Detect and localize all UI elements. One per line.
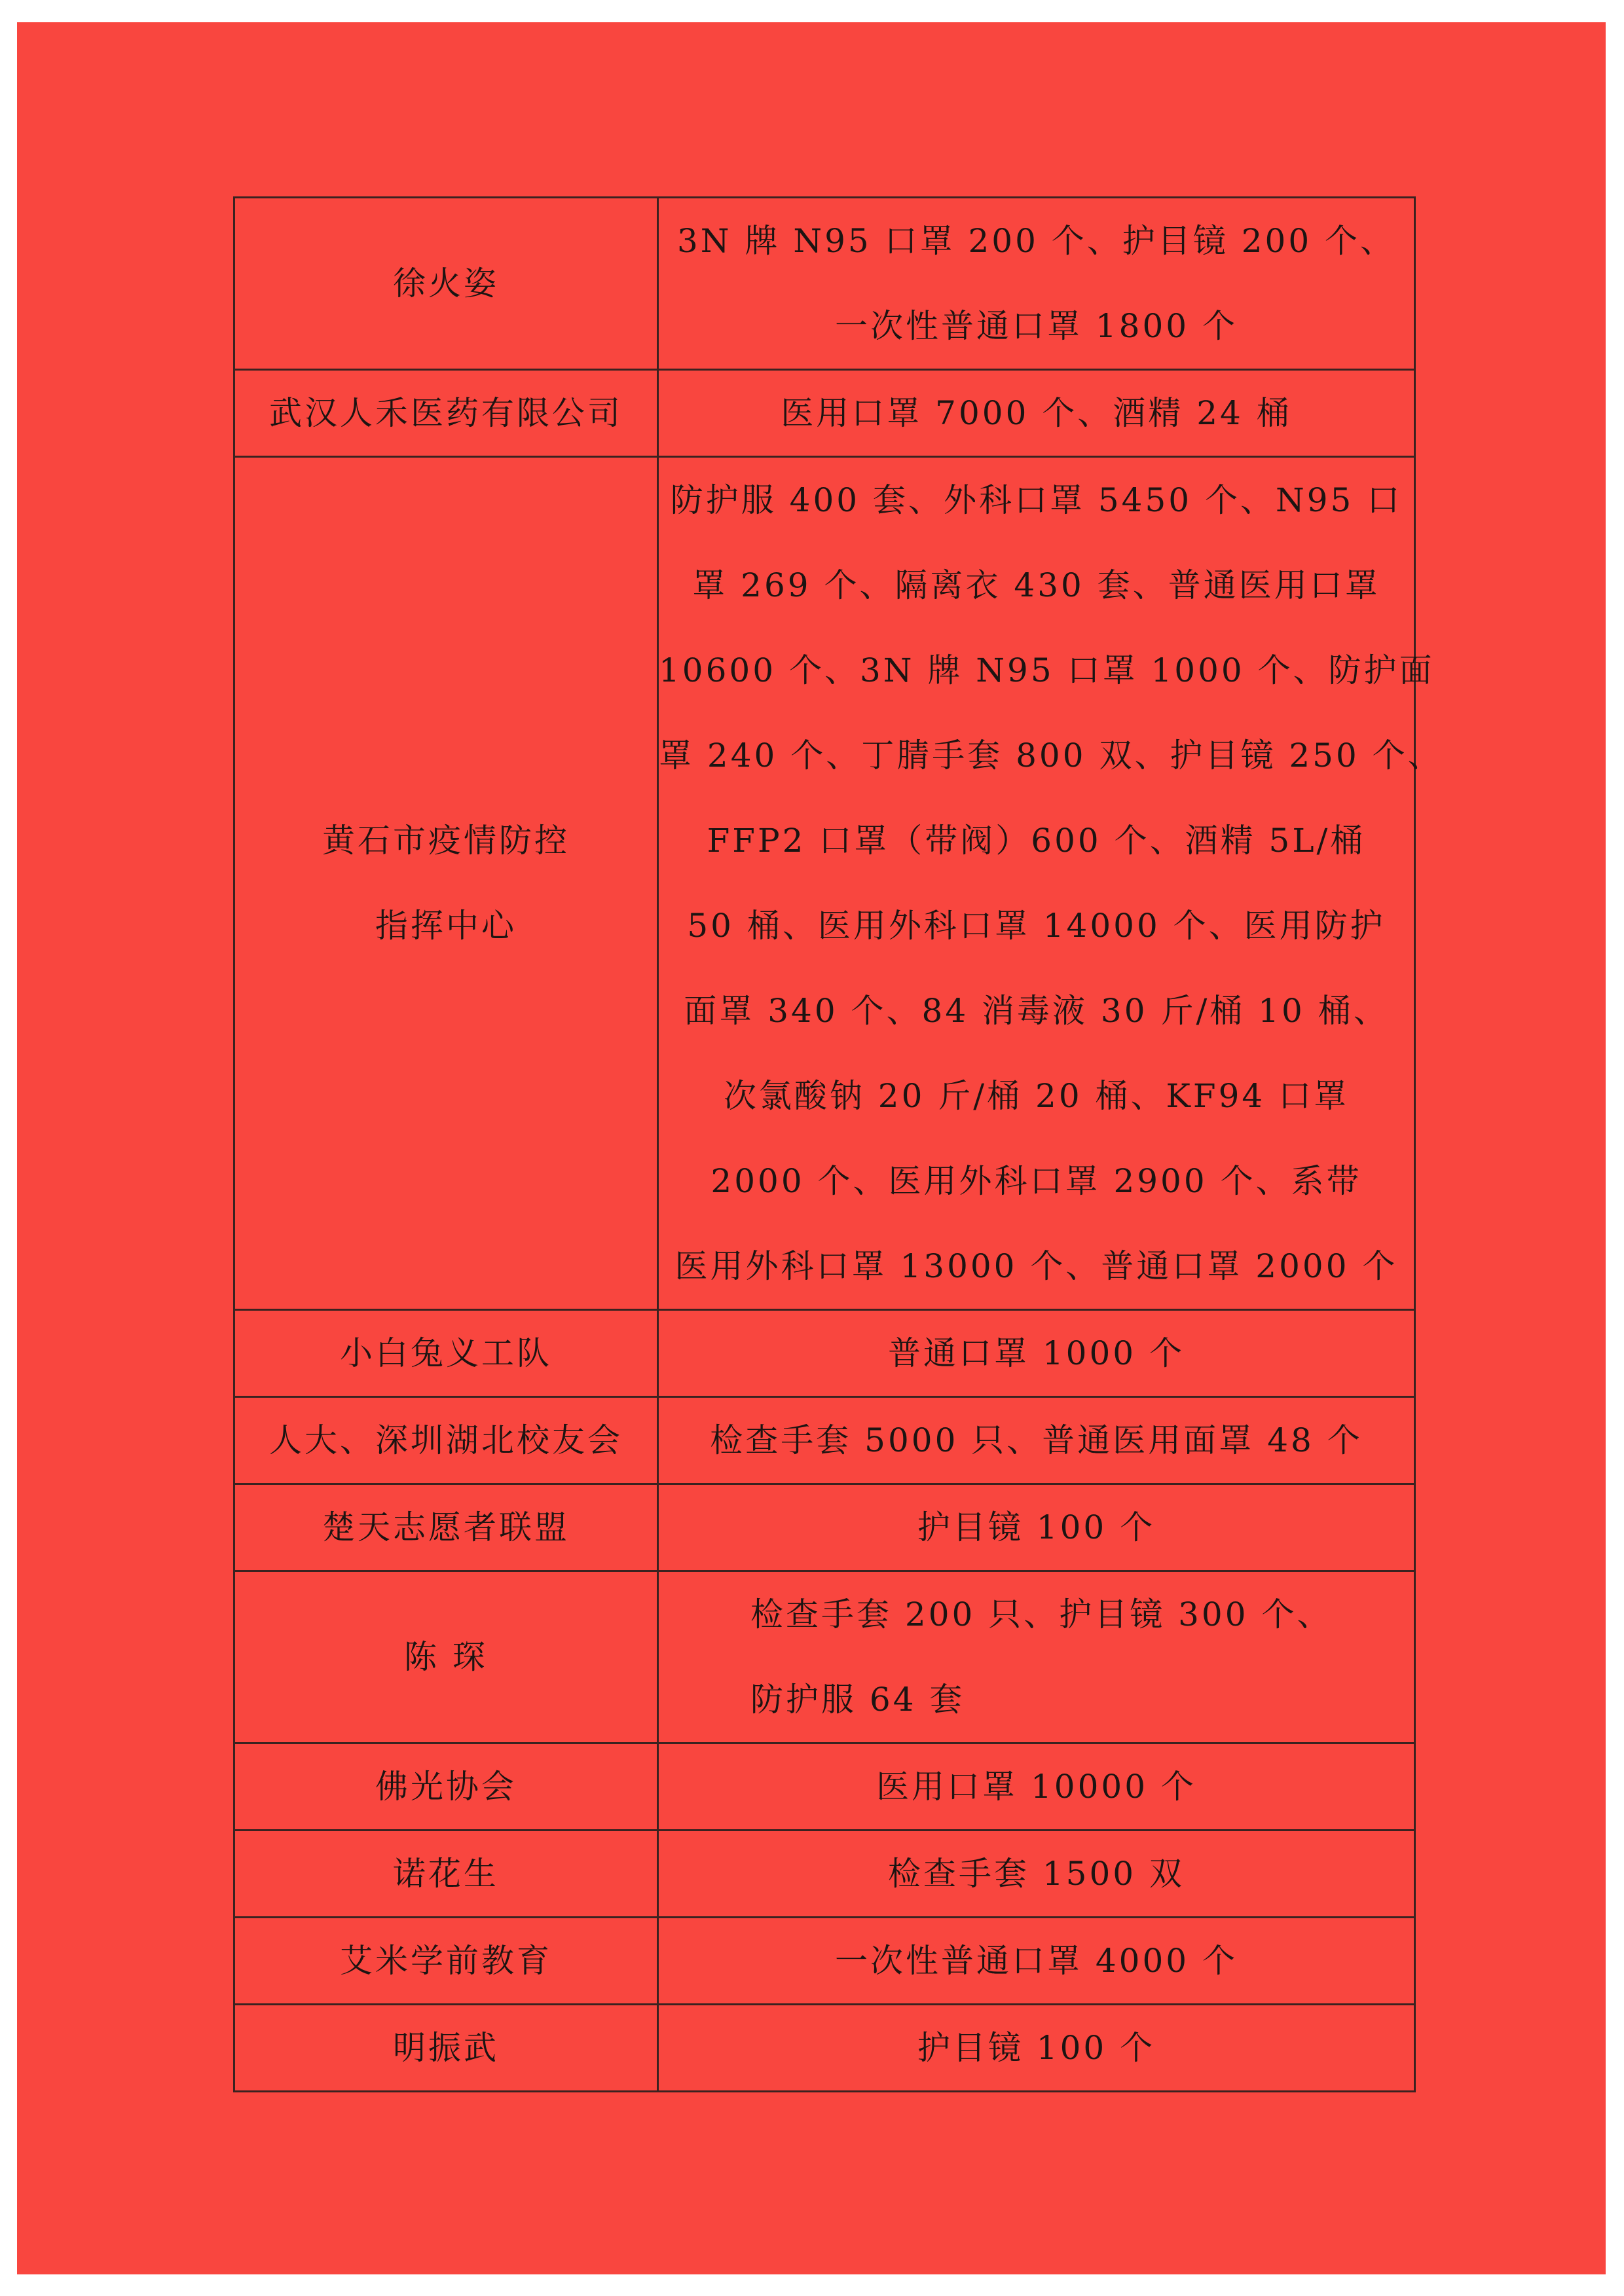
donor-name: 小白兔义工队 (340, 1334, 552, 1372)
donation-table (233, 196, 1443, 2092)
donor-name: 指挥中心 (375, 907, 517, 945)
items-line: 防护服 64 套 (750, 1681, 965, 1719)
table-row (234, 1918, 1415, 2005)
donor-name: 诺花生 (393, 1855, 499, 1893)
donor-name: 佛光协会 (375, 1768, 517, 1806)
items-cell (658, 1831, 1415, 1918)
table-row (234, 1397, 1415, 1484)
items-line: 罩 269 个、隔离衣 430 套、普通医用口罩 (692, 566, 1380, 604)
table-row (234, 1831, 1415, 1918)
donor-name: 徐火姿 (393, 264, 499, 302)
donor-name: 艾米学前教育 (340, 1942, 552, 1980)
items-cell (658, 1310, 1415, 1397)
items-line: 罩 240 个、丁腈手套 800 双、护目镜 250 个、 (659, 737, 1443, 774)
donor-cell (234, 1397, 658, 1484)
donor-cell (234, 1310, 658, 1397)
items-line: 医用外科口罩 13000 个、普通口罩 2000 个 (674, 1247, 1398, 1285)
table-row (234, 457, 1415, 1310)
items-cell (658, 1918, 1415, 2005)
donor-cell (234, 370, 658, 457)
donor-cell (234, 1571, 658, 1743)
items-cell (658, 2005, 1415, 2092)
donor-name: 楚天志愿者联盟 (322, 1508, 570, 1546)
donor-cell (234, 457, 658, 1310)
table-row (234, 2005, 1415, 2092)
table-row (234, 198, 1415, 370)
items-cell (658, 1571, 1415, 1743)
items-cell (658, 457, 1443, 1310)
items-line: 次氯酸钠 20 斤/桶 20 桶、KF94 口罩 (723, 1077, 1350, 1115)
donor-name: 武汉人禾医药有限公司 (269, 394, 623, 432)
donor-cell (234, 1743, 658, 1831)
items-line: 防护服 400 套、外科口罩 5450 个、N95 口 (670, 481, 1403, 519)
items-line: 护目镜 100 个 (917, 2029, 1156, 2067)
donor-cell (234, 1831, 658, 1918)
items-line: 检查手套 5000 只、普通医用面罩 48 个 (710, 1421, 1363, 1459)
table-row (234, 1484, 1415, 1571)
items-cell (658, 198, 1415, 370)
items-line: 一次性普通口罩 1800 个 (834, 307, 1238, 345)
items-line: 2000 个、医用外科口罩 2900 个、系带 (710, 1162, 1362, 1200)
items-line: 检查手套 1500 双 (887, 1855, 1185, 1893)
items-line: 一次性普通口罩 4000 个 (834, 1942, 1238, 1980)
items-cell (658, 1484, 1415, 1571)
items-line: FFP2 口罩（带阀）600 个、酒精 5L/桶 (707, 822, 1366, 860)
donor-cell (234, 1918, 658, 2005)
items-line: 医用口罩 7000 个、酒精 24 桶 (781, 394, 1292, 432)
donor-name: 明振武 (393, 2029, 499, 2067)
table-row (234, 1310, 1415, 1397)
donor-name: 黄石市疫情防控 (322, 822, 570, 860)
donor-cell (234, 198, 658, 370)
donor-name: 人大、深圳湖北校友会 (269, 1421, 623, 1459)
items-line: 检查手套 200 只、护目镜 300 个、 (750, 1595, 1333, 1633)
items-cell (658, 1397, 1415, 1484)
items-line: 50 桶、医用外科口罩 14000 个、医用防护 (687, 907, 1386, 945)
items-cell (658, 1743, 1415, 1831)
table-row (234, 1571, 1415, 1743)
donor-cell (234, 2005, 658, 2092)
donor-name: 陈 琛 (404, 1638, 488, 1676)
table-row (234, 1743, 1415, 1831)
items-line: 3N 牌 N95 口罩 200 个、护目镜 200 个、 (676, 222, 1396, 260)
items-line: 医用口罩 10000 个 (876, 1768, 1196, 1806)
items-cell (658, 370, 1415, 457)
donor-cell (234, 1484, 658, 1571)
items-line: 10600 个、3N 牌 N95 口罩 1000 个、防护面 (659, 651, 1435, 689)
table-row (234, 370, 1415, 457)
items-line: 面罩 340 个、84 消毒液 30 斤/桶 10 桶、 (684, 992, 1389, 1030)
items-line: 普通口罩 1000 个 (887, 1334, 1185, 1372)
items-line: 护目镜 100 个 (917, 1508, 1156, 1546)
